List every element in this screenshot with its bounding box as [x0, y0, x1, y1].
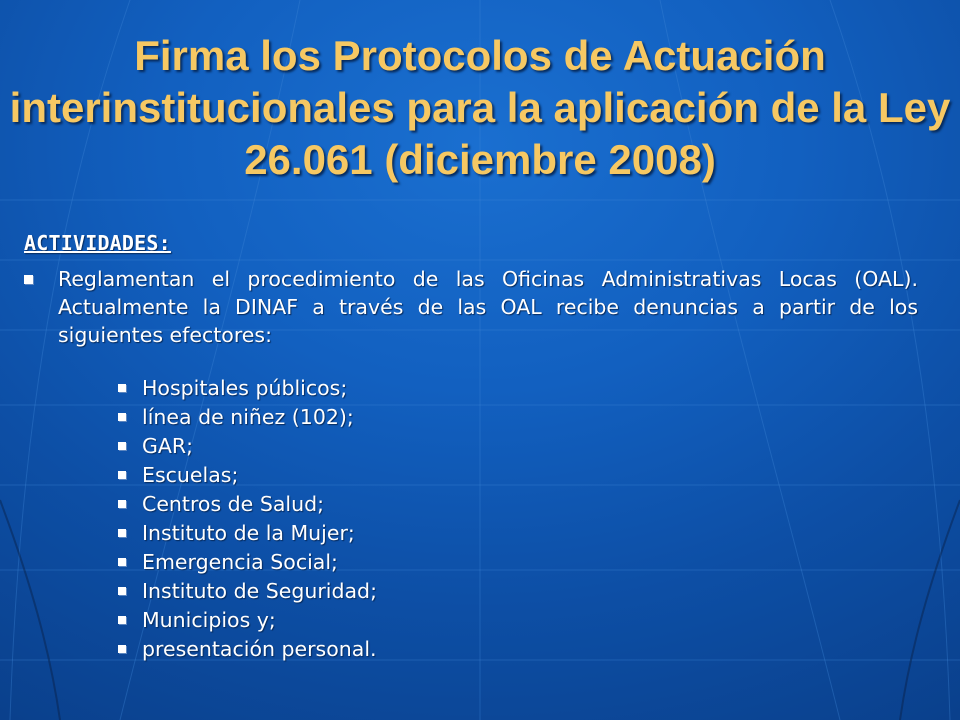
list-item: [118, 577, 377, 606]
list-item-text: Instituto de la Mujer;: [142, 521, 355, 545]
square-bullet-icon: [118, 645, 126, 653]
list-item-text: Municipios y;: [142, 608, 276, 632]
list-item-text: línea de niñez (102);: [142, 405, 354, 429]
square-bullet-icon: [118, 442, 126, 450]
list-item-text: Instituto de Seguridad;: [142, 579, 377, 603]
square-bullet-icon: [118, 413, 126, 421]
square-bullet-icon: [118, 500, 126, 508]
square-bullet-icon: [118, 558, 126, 566]
list-item: [118, 606, 377, 635]
list-item-text: Emergencia Social;: [142, 550, 338, 574]
square-bullet-icon: [118, 471, 126, 479]
square-bullet-icon: [24, 275, 33, 284]
square-bullet-icon: [118, 529, 126, 537]
main-bullet-text: Reglamentan el procedimiento de las Oficinas Administrativas Locas (OAL). Actualmente la DINAF a través de las OAL recibe denuncias a partir de los siguientes efectores:: [58, 267, 918, 347]
list-item: [118, 635, 377, 664]
list-item: [118, 403, 377, 432]
list-item-text: Centros de Salud;: [142, 492, 324, 516]
efectores-list: [118, 374, 377, 664]
square-bullet-icon: [118, 384, 126, 392]
list-item-text: Hospitales públicos;: [142, 376, 348, 400]
list-item-text: presentación personal.: [142, 637, 377, 661]
list-item-text: Escuelas;: [142, 463, 239, 487]
square-bullet-icon: [118, 587, 126, 595]
list-item: [118, 374, 377, 403]
list-item: [118, 461, 377, 490]
slide-title: Firma los Protocolos de Actuación interinstitucionales para la aplicación de la Ley 26.061 (diciembre 2008): [9, 32, 951, 183]
list-item: [118, 490, 377, 519]
list-item: [118, 432, 377, 461]
square-bullet-icon: [118, 616, 126, 624]
list-item: [118, 548, 377, 577]
list-item-text: GAR;: [142, 434, 194, 458]
list-item: [118, 519, 377, 548]
section-heading: ACTIVIDADES:: [24, 231, 171, 255]
